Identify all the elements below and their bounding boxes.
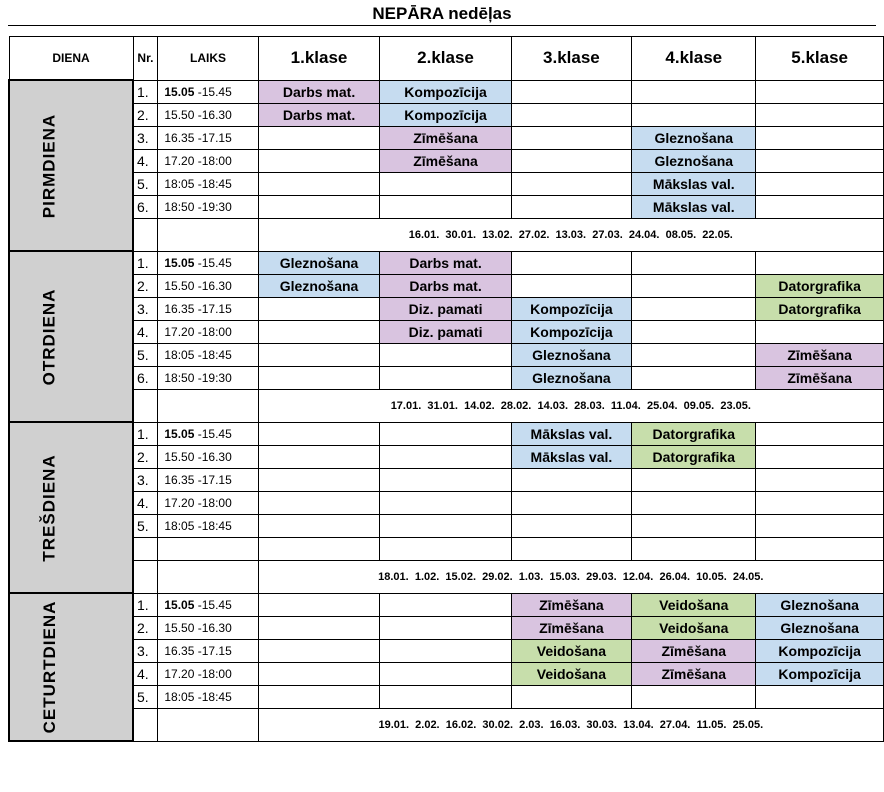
class-5-subject — [756, 126, 884, 149]
class-5-subject: Zīmēšana — [756, 343, 884, 366]
class-3-subject — [511, 685, 632, 708]
lesson-time-start: 17.20 — [164, 324, 195, 339]
title-underline — [8, 25, 876, 26]
lesson-time-start: 17.20 — [164, 666, 195, 681]
class-4-subject — [632, 468, 756, 491]
lesson-number: 2. — [133, 274, 158, 297]
class-4-subject — [632, 320, 756, 343]
class-2-subject — [380, 422, 511, 445]
class-3-subject: Gleznošana — [511, 343, 632, 366]
class-3-subject: Kompozīcija — [511, 297, 632, 320]
schedule-row — [9, 103, 884, 126]
lesson-time-start: 16.35 — [164, 643, 195, 658]
lesson-time — [158, 172, 258, 195]
lesson-time-start: 15.05 — [164, 255, 195, 270]
class-5-subject — [756, 172, 884, 195]
schedule-row — [9, 80, 884, 103]
lesson-dates: 18.01. 1.02. 15.02. 29.02. 1.03. 15.03. 29.03. 12.04. 26.04. 10.05. 24.05. — [258, 560, 883, 593]
lesson-time — [158, 685, 258, 708]
lesson-time-end: -18:45 — [194, 689, 232, 704]
class-1-subject — [258, 468, 380, 491]
lesson-time-start: 15.05 — [164, 426, 195, 441]
class-5-subject — [756, 320, 884, 343]
lesson-time — [158, 195, 258, 218]
lesson-time — [158, 103, 258, 126]
class-3-subject — [511, 195, 632, 218]
class-4-subject — [632, 251, 756, 274]
lesson-time-start: 17.20 — [164, 495, 195, 510]
lesson-time-end: -16.30 — [194, 107, 232, 122]
schedule-row — [9, 685, 884, 708]
class-5-subject — [756, 149, 884, 172]
schedule-row — [9, 172, 884, 195]
lesson-time-start: 18:50 — [164, 370, 195, 385]
class-1-subject — [258, 662, 380, 685]
lesson-time — [158, 149, 258, 172]
schedule-row — [9, 343, 884, 366]
class-3-subject: Veidošana — [511, 639, 632, 662]
lesson-time-end: -19:30 — [194, 199, 232, 214]
class-5-subject — [756, 491, 884, 514]
schedule-row — [9, 514, 884, 537]
class-5-subject: Kompozīcija — [756, 662, 884, 685]
class-4-subject — [632, 103, 756, 126]
class-2-subject — [380, 639, 511, 662]
class-1-subject — [258, 297, 380, 320]
header-class-4: 4.klase — [632, 37, 756, 81]
lesson-time — [158, 593, 258, 616]
class-1-subject — [258, 126, 380, 149]
lesson-time-end: -15.45 — [194, 255, 232, 270]
dates-row — [9, 708, 884, 741]
class-1-subject — [258, 616, 380, 639]
class-5-subject: Datorgrafika — [756, 297, 884, 320]
class-4-subject: Mākslas val. — [632, 195, 756, 218]
class-3-subject — [511, 80, 632, 103]
class-5-subject — [756, 103, 884, 126]
lesson-time-start: 16.35 — [164, 130, 195, 145]
lesson-time — [158, 616, 258, 639]
class-3-subject — [511, 251, 632, 274]
header-class-2: 2.klase — [380, 37, 511, 81]
dates-row — [9, 389, 884, 422]
lesson-number: 1. — [133, 422, 158, 445]
class-4-subject — [632, 297, 756, 320]
class-4-subject: Gleznošana — [632, 149, 756, 172]
dates-row-nr — [133, 560, 158, 593]
lesson-number: 5. — [133, 685, 158, 708]
lesson-time-start: 15.05 — [164, 84, 195, 99]
class-5-subject — [756, 514, 884, 537]
class-1-subject: Gleznošana — [258, 251, 380, 274]
schedule-row — [9, 662, 884, 685]
lesson-number: 2. — [133, 103, 158, 126]
day-label-cell — [9, 422, 133, 593]
class-2-subject — [380, 468, 511, 491]
dates-row — [9, 218, 884, 251]
class-3-subject — [511, 274, 632, 297]
dates-row-nr — [133, 389, 158, 422]
page-title: NEPĀRA nedēļas — [372, 4, 512, 23]
lesson-time-start: 18:05 — [164, 176, 195, 191]
lesson-time — [158, 445, 258, 468]
class-1-subject — [258, 537, 380, 560]
lesson-number: 1. — [133, 80, 158, 103]
lesson-time — [158, 126, 258, 149]
day-label: CETURTDIENA — [39, 600, 59, 734]
class-2-subject — [380, 491, 511, 514]
class-5-subject: Zīmēšana — [756, 366, 884, 389]
lesson-number: 3. — [133, 126, 158, 149]
class-2-subject — [380, 662, 511, 685]
class-2-subject — [380, 685, 511, 708]
class-4-subject: Datorgrafika — [632, 422, 756, 445]
lesson-time-end: -17.15 — [194, 472, 232, 487]
lesson-time-start: 15.50 — [164, 278, 195, 293]
class-4-subject — [632, 343, 756, 366]
lesson-time — [158, 80, 258, 103]
lesson-time-end: -15.45 — [194, 84, 232, 99]
lesson-number: 4. — [133, 662, 158, 685]
lesson-time-start: 18:05 — [164, 347, 195, 362]
dates-row-time — [158, 560, 258, 593]
class-4-subject — [632, 274, 756, 297]
class-4-subject: Mākslas val. — [632, 172, 756, 195]
day-label: PIRMDIENA — [39, 113, 59, 218]
class-1-subject — [258, 366, 380, 389]
day-label-cell — [9, 251, 133, 422]
class-2-subject: Darbs mat. — [380, 251, 511, 274]
class-1-subject — [258, 685, 380, 708]
day-label-cell — [9, 80, 133, 251]
header-class-5: 5.klase — [756, 37, 884, 81]
class-1-subject — [258, 514, 380, 537]
class-3-subject — [511, 172, 632, 195]
lesson-dates: 19.01. 2.02. 16.02. 30.02. 2.03. 16.03. 30.03. 13.04. 27.04. 11.05. 25.05. — [258, 708, 883, 741]
lesson-time — [158, 297, 258, 320]
class-1-subject — [258, 343, 380, 366]
class-1-subject — [258, 195, 380, 218]
class-1-subject — [258, 639, 380, 662]
schedule-row — [9, 274, 884, 297]
class-3-subject — [511, 126, 632, 149]
class-3-subject — [511, 468, 632, 491]
schedule-row — [9, 593, 884, 616]
lesson-number: 5. — [133, 514, 158, 537]
schedule-row — [9, 616, 884, 639]
schedule-row — [9, 422, 884, 445]
class-5-subject — [756, 445, 884, 468]
lesson-number: 3. — [133, 468, 158, 491]
schedule-row — [9, 126, 884, 149]
class-3-subject: Gleznošana — [511, 366, 632, 389]
class-1-subject — [258, 172, 380, 195]
class-5-subject — [756, 251, 884, 274]
schedule-row — [9, 537, 884, 560]
schedule-row — [9, 297, 884, 320]
lesson-time-start: 18:05 — [164, 689, 195, 704]
lesson-time — [158, 468, 258, 491]
class-2-subject — [380, 616, 511, 639]
class-1-subject: Darbs mat. — [258, 103, 380, 126]
schedule-row — [9, 320, 884, 343]
class-1-subject: Gleznošana — [258, 274, 380, 297]
class-5-subject: Gleznošana — [756, 616, 884, 639]
lesson-time-end: -18:00 — [194, 153, 232, 168]
lesson-time — [158, 514, 258, 537]
lesson-time-end: -18:00 — [194, 495, 232, 510]
class-5-subject: Gleznošana — [756, 593, 884, 616]
schedule-row — [9, 149, 884, 172]
lesson-number: 4. — [133, 491, 158, 514]
class-3-subject — [511, 149, 632, 172]
class-2-subject — [380, 172, 511, 195]
class-2-subject: Zīmēšana — [380, 126, 511, 149]
lesson-number: 5. — [133, 343, 158, 366]
lesson-time-start: 18:50 — [164, 199, 195, 214]
day-label-cell — [9, 593, 133, 741]
lesson-time-end: -18:45 — [194, 176, 232, 191]
class-3-subject: Zīmēšana — [511, 616, 632, 639]
dates-row — [9, 560, 884, 593]
header-row — [9, 37, 884, 81]
lesson-number — [133, 537, 158, 560]
class-1-subject — [258, 491, 380, 514]
lesson-dates: 16.01. 30.01. 13.02. 27.02. 13.03. 27.03. 24.04. 08.05. 22.05. — [258, 218, 883, 251]
lesson-time-end: -18:00 — [194, 324, 232, 339]
class-4-subject: Zīmēšana — [632, 639, 756, 662]
class-1-subject — [258, 445, 380, 468]
class-5-subject — [756, 685, 884, 708]
schedule-row — [9, 468, 884, 491]
lesson-time — [158, 320, 258, 343]
lesson-number: 6. — [133, 195, 158, 218]
class-4-subject — [632, 80, 756, 103]
class-5-subject — [756, 80, 884, 103]
class-5-subject — [756, 537, 884, 560]
lesson-number: 1. — [133, 593, 158, 616]
class-1-subject — [258, 422, 380, 445]
lesson-time — [158, 366, 258, 389]
class-4-subject: Veidošana — [632, 616, 756, 639]
class-5-subject — [756, 468, 884, 491]
class-2-subject — [380, 537, 511, 560]
lesson-time-start: 16.35 — [164, 472, 195, 487]
class-5-subject — [756, 422, 884, 445]
lesson-time — [158, 422, 258, 445]
class-2-subject: Darbs mat. — [380, 274, 511, 297]
lesson-time-start: 15.05 — [164, 597, 195, 612]
class-3-subject: Veidošana — [511, 662, 632, 685]
class-2-subject — [380, 593, 511, 616]
class-2-subject — [380, 445, 511, 468]
day-label: OTRDIENA — [39, 288, 59, 385]
class-4-subject: Datorgrafika — [632, 445, 756, 468]
schedule-row — [9, 639, 884, 662]
class-4-subject: Veidošana — [632, 593, 756, 616]
lesson-number: 6. — [133, 366, 158, 389]
class-3-subject — [511, 514, 632, 537]
class-4-subject — [632, 537, 756, 560]
lesson-number: 2. — [133, 445, 158, 468]
lesson-time-start: 15.50 — [164, 620, 195, 635]
class-3-subject — [511, 491, 632, 514]
lesson-time-end: -15.45 — [194, 426, 232, 441]
class-4-subject — [632, 685, 756, 708]
dates-row-time — [158, 218, 258, 251]
day-label: TREŠDIENA — [39, 453, 59, 562]
class-5-subject — [756, 195, 884, 218]
lesson-number: 4. — [133, 149, 158, 172]
header-diena: DIENA — [9, 37, 133, 81]
lesson-time-start: 17.20 — [164, 153, 195, 168]
header-nr: Nr. — [133, 37, 158, 81]
class-3-subject: Zīmēšana — [511, 593, 632, 616]
lesson-number: 5. — [133, 172, 158, 195]
class-2-subject: Diz. pamati — [380, 320, 511, 343]
class-4-subject — [632, 491, 756, 514]
lesson-time — [158, 491, 258, 514]
schedule-row — [9, 251, 884, 274]
lesson-time — [158, 343, 258, 366]
schedule-row — [9, 195, 884, 218]
class-5-subject: Datorgrafika — [756, 274, 884, 297]
dates-row-time — [158, 389, 258, 422]
lesson-time — [158, 251, 258, 274]
class-2-subject — [380, 366, 511, 389]
class-5-subject: Kompozīcija — [756, 639, 884, 662]
lesson-time-start: 16.35 — [164, 301, 195, 316]
class-4-subject: Gleznošana — [632, 126, 756, 149]
header-class-1: 1.klase — [258, 37, 380, 81]
class-2-subject: Kompozīcija — [380, 103, 511, 126]
lesson-time-end: -15.45 — [194, 597, 232, 612]
class-2-subject: Kompozīcija — [380, 80, 511, 103]
lesson-number: 3. — [133, 297, 158, 320]
schedule-table — [8, 36, 884, 742]
lesson-time-end: -16.30 — [194, 449, 232, 464]
class-2-subject: Zīmēšana — [380, 149, 511, 172]
dates-row-nr — [133, 708, 158, 741]
class-3-subject — [511, 537, 632, 560]
class-4-subject: Zīmēšana — [632, 662, 756, 685]
lesson-time-end: -17.15 — [194, 301, 232, 316]
lesson-time-end: -18:00 — [194, 666, 232, 681]
lesson-time-start: 15.50 — [164, 449, 195, 464]
header-class-3: 3.klase — [511, 37, 632, 81]
lesson-number: 2. — [133, 616, 158, 639]
class-1-subject — [258, 320, 380, 343]
class-2-subject: Diz. pamati — [380, 297, 511, 320]
schedule-row — [9, 491, 884, 514]
schedule-row — [9, 366, 884, 389]
lesson-time-end: -19:30 — [194, 370, 232, 385]
lesson-time-end: -17.15 — [194, 130, 232, 145]
lesson-number: 3. — [133, 639, 158, 662]
lesson-number: 4. — [133, 320, 158, 343]
class-2-subject — [380, 195, 511, 218]
lesson-time-end: -16.30 — [194, 278, 232, 293]
lesson-dates: 17.01. 31.01. 14.02. 28.02. 14.03. 28.03. 11.04. 25.04. 09.05. 23.05. — [258, 389, 883, 422]
class-3-subject: Kompozīcija — [511, 320, 632, 343]
class-3-subject — [511, 103, 632, 126]
class-3-subject: Mākslas val. — [511, 422, 632, 445]
class-4-subject — [632, 514, 756, 537]
lesson-time-start: 15.50 — [164, 107, 195, 122]
lesson-time-end: -18:45 — [194, 347, 232, 362]
class-1-subject — [258, 149, 380, 172]
class-1-subject — [258, 593, 380, 616]
lesson-number: 1. — [133, 251, 158, 274]
lesson-time — [158, 274, 258, 297]
lesson-time-end: -16.30 — [194, 620, 232, 635]
lesson-time-end: -18:45 — [194, 518, 232, 533]
class-1-subject: Darbs mat. — [258, 80, 380, 103]
schedule-row — [9, 445, 884, 468]
class-3-subject: Mākslas val. — [511, 445, 632, 468]
class-2-subject — [380, 343, 511, 366]
lesson-time — [158, 639, 258, 662]
class-2-subject — [380, 514, 511, 537]
lesson-time — [158, 537, 258, 560]
lesson-time-end: -17.15 — [194, 643, 232, 658]
header-laiks: LAIKS — [158, 37, 258, 81]
class-4-subject — [632, 366, 756, 389]
dates-row-time — [158, 708, 258, 741]
dates-row-nr — [133, 218, 158, 251]
lesson-time-start: 18:05 — [164, 518, 195, 533]
lesson-time — [158, 662, 258, 685]
